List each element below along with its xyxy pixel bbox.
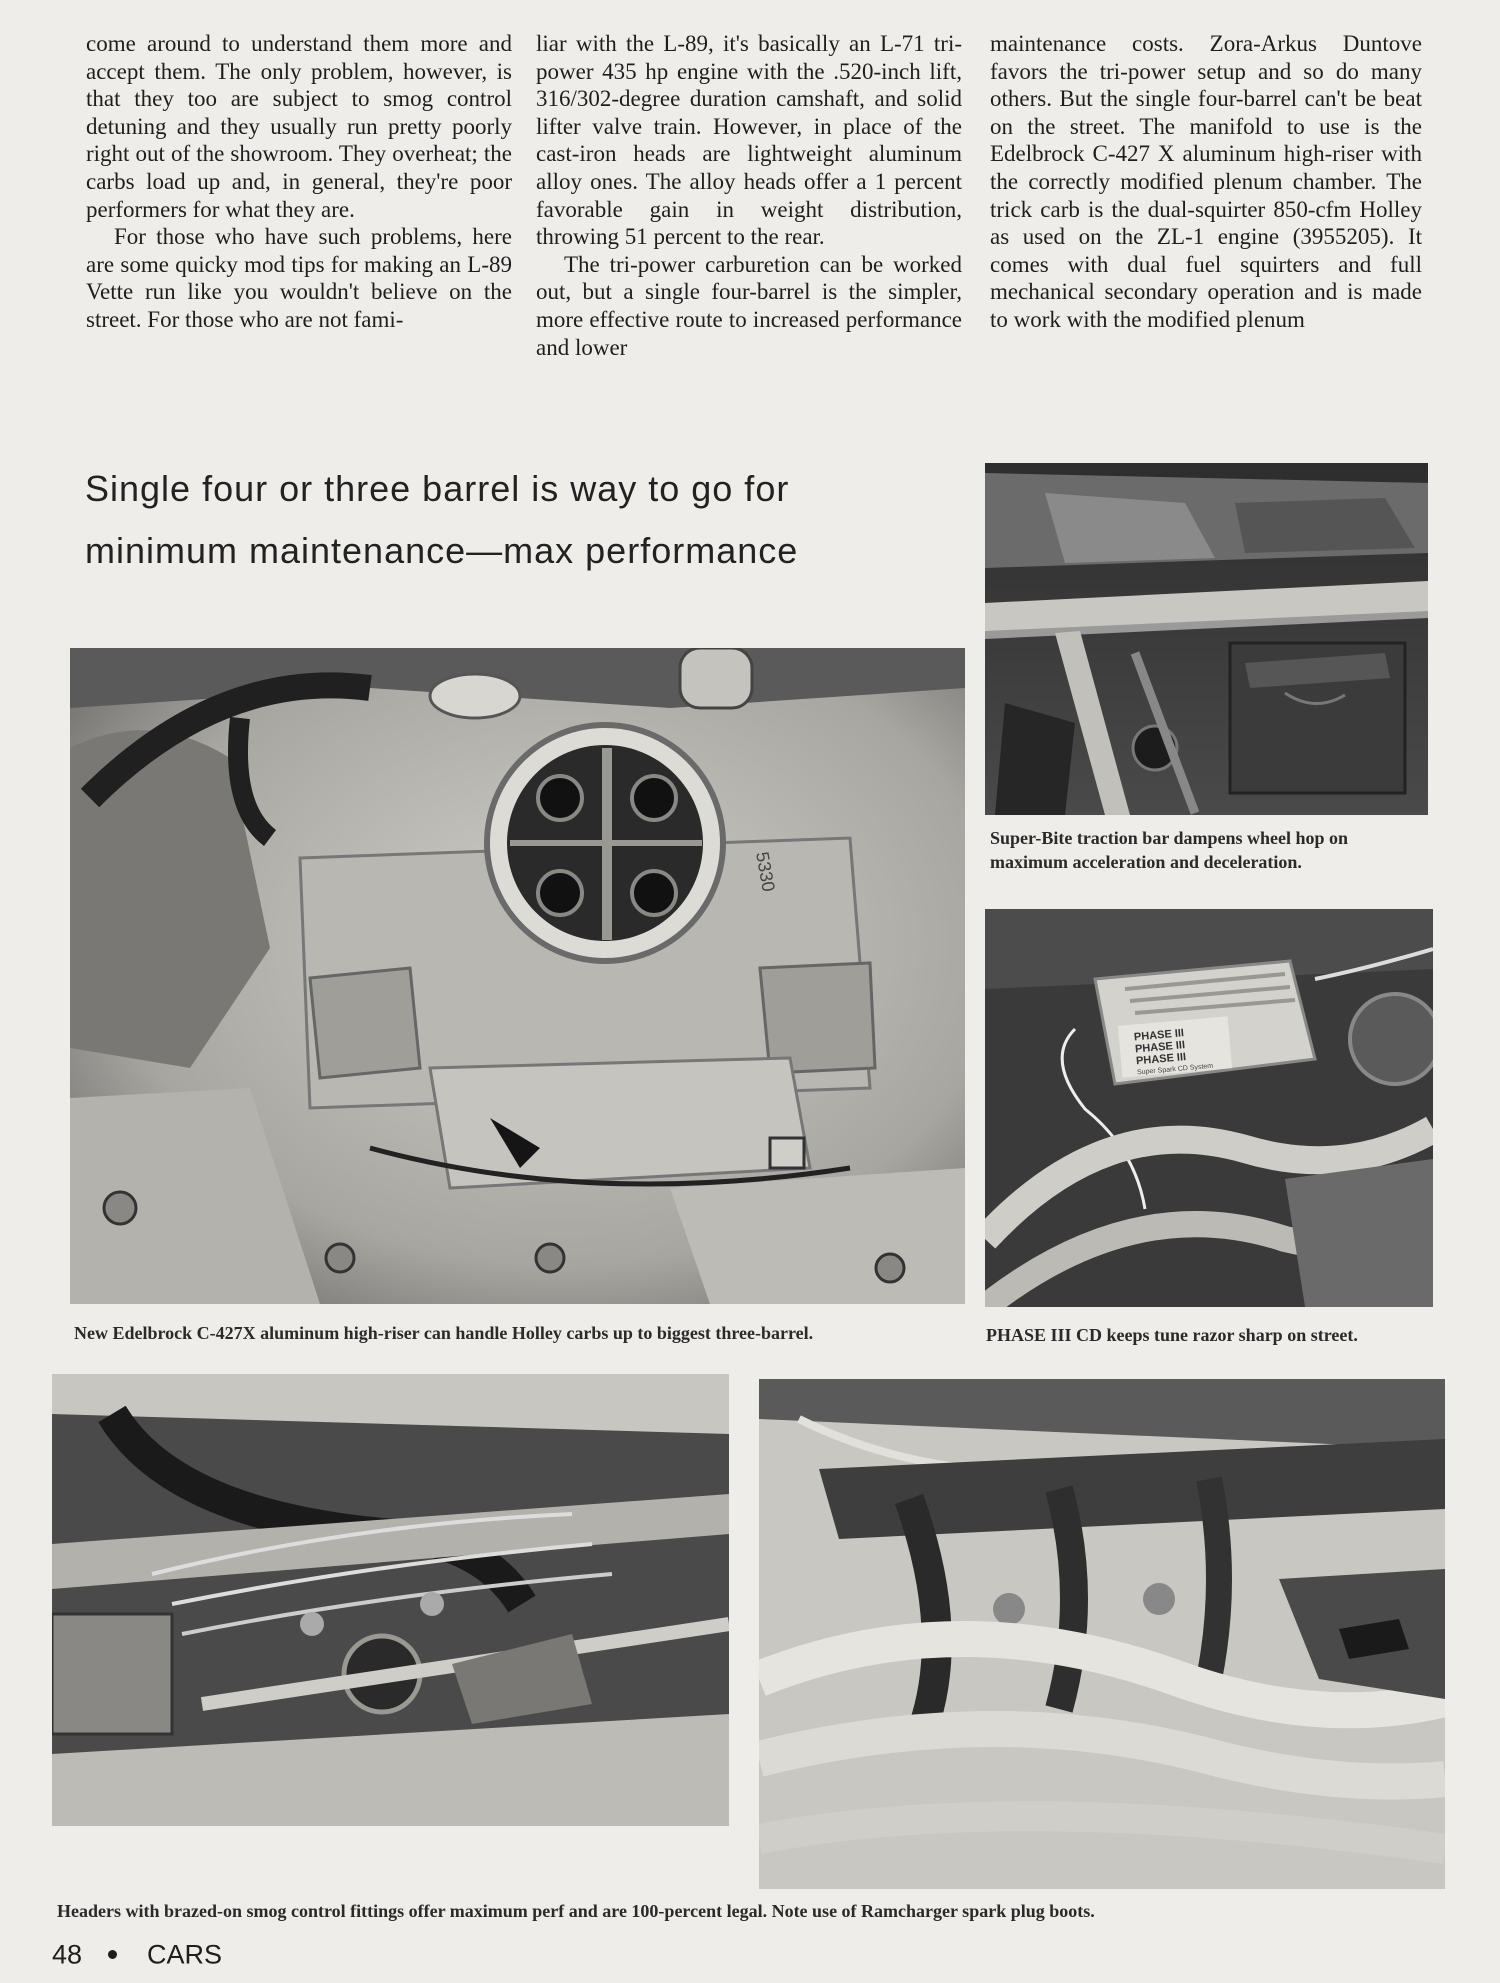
bullet-separator xyxy=(108,1950,117,1959)
phase-label-2: PHASE III xyxy=(1134,1039,1186,1056)
phase-label-1: PHASE III xyxy=(1133,1027,1185,1044)
phase3-cd-photo xyxy=(985,909,1433,1307)
headline xyxy=(85,458,965,582)
headline-line-2: minimum maintenance—max performance xyxy=(85,530,799,571)
edelbrock-carb-photo xyxy=(70,648,965,1304)
headers-photo-right xyxy=(759,1379,1445,1889)
headline-line-1: Single four or three barrel is way to go for xyxy=(85,468,790,509)
traction-bar-photo xyxy=(985,463,1428,815)
article-column-3 xyxy=(990,30,1422,334)
page-footer xyxy=(52,1938,222,1970)
headers-left-illustration xyxy=(52,1374,729,1826)
caption-headers: Headers with brazed-on smog control fittings offer maximum perf and are 100-percent legal. Note use of Ramcharger spark plug boots. xyxy=(57,1901,1095,1921)
paragraph: come around to understand them more and accept them. The only problem, however, is that they too are subject to smog control detuning and they usually run pretty poorly right out of the showroom. They overheat; the carbs load up and, in general, they're poor performers for what they are. xyxy=(86,31,512,222)
phase-label-3: PHASE III xyxy=(1135,1051,1187,1068)
headers-right-illustration xyxy=(759,1379,1445,1889)
traction-bar-illustration xyxy=(985,463,1428,815)
paragraph: maintenance costs. Zora-Arkus Duntove favors the tri-power setup and so do many others. But the single four-barrel can't be beat on the street. The manifold to use is the Edelbrock C-427 X aluminum high-riser with the correctly modified plenum chamber. The trick carb is the dual-squirter 850-cfm Holley as used on the ZL-1 engine (3955205). It comes with dual fuel squirters and full mechanical secondary operation and is made to work with the modified plenum xyxy=(990,31,1422,332)
caption-traction-bar: Super-Bite traction bar dampens wheel hop on maximum acceleration and deceleration. xyxy=(990,828,1349,872)
carb-number: 5330 xyxy=(752,850,779,894)
magazine-name: CARS xyxy=(147,1939,223,1970)
article-column-2 xyxy=(536,30,962,361)
paragraph: The tri-power carburetion can be worked out, but a single four-barrel is the simpler, more effective route to increased performance and lower xyxy=(536,251,962,360)
carburetor-illustration xyxy=(70,648,965,1304)
phase-sub-label: Super Spark CD System xyxy=(1136,1062,1214,1077)
article-column-1 xyxy=(86,30,512,334)
ignition-box-illustration xyxy=(985,909,1433,1307)
paragraph: For those who have such problems, here are some quicky mod tips for making an L-89 Vette run like you wouldn't believe on the street. For those who are not fami- xyxy=(86,224,512,332)
caption-edelbrock: New Edelbrock C-427X aluminum high-riser can handle Holley carbs up to biggest three-barrel. xyxy=(74,1323,814,1343)
page-number: 48 xyxy=(52,1939,83,1970)
headers-photo-left xyxy=(52,1374,729,1826)
caption-phase3: PHASE III CD keeps tune razor sharp on street. xyxy=(986,1325,1358,1345)
paragraph: liar with the L-89, it's basically an L-71 tri-power 435 hp engine with the .520-inch lift, 316/302-degree duration camshaft, and solid lifter valve train. However, in place of the cast-iron heads are lightweight aluminum alloy ones. The alloy heads offer a 1 percent favorable gain in weight distribution, throwing 51 percent to the rear. xyxy=(536,31,962,250)
